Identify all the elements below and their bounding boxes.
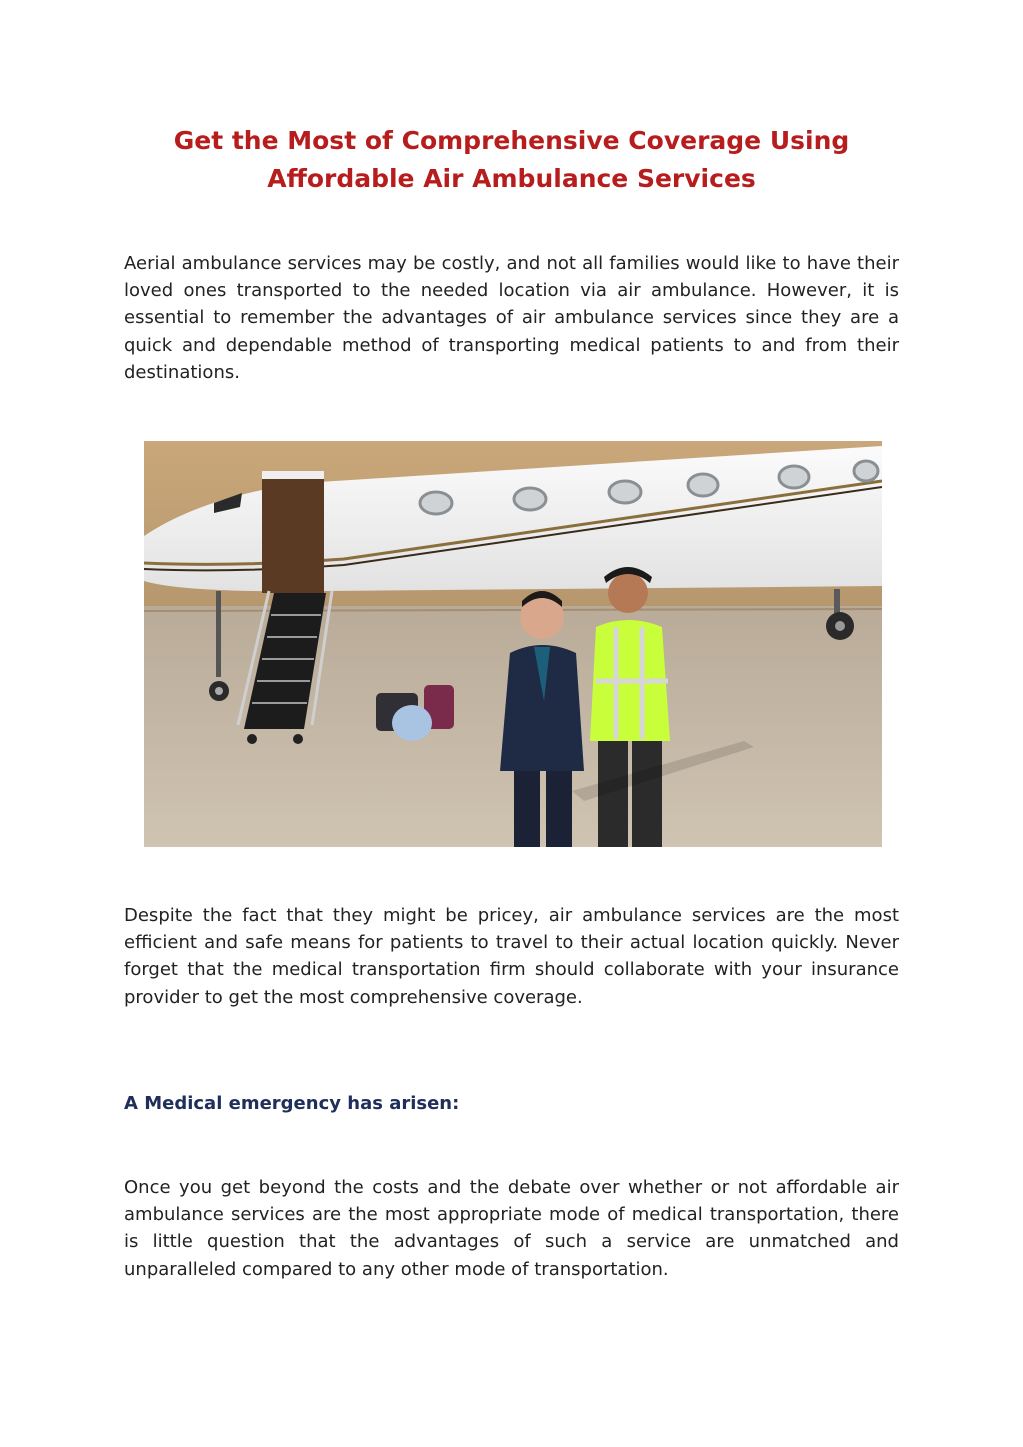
jet-tarmac-illustration: [144, 441, 882, 847]
section-heading: A Medical emergency has arisen:: [124, 1093, 460, 1114]
air-ambulance-photo: [144, 441, 882, 847]
advantages-paragraph: Once you get beyond the costs and the debate over whether or not affordable air ambulance services are the most appropriate mode of medical transportation, there is little question that the advantages of such a service are unmatched and unparalleled compared to any other mode of transportation.: [124, 1177, 899, 1280]
page-title: Get the Most of Comprehensive Coverage Using Affordable Air Ambulance Services: [173, 126, 850, 193]
intro-paragraph: Aerial ambulance services may be costly, and not all families would like to have their loved ones transported to the needed location via air ambulance. However, it is essential to remember the advantages of air ambulance services since they are a quick and dependable method of transporting medical patients to and from their destinations.: [124, 253, 899, 383]
efficiency-paragraph: Despite the fact that they might be pricey, air ambulance services are the most efficient and safe means for patients to travel to their actual location quickly. Never forget that the medical transportation firm should collaborate with your insurance provider to get the most comprehensive coverage.: [124, 905, 899, 1008]
